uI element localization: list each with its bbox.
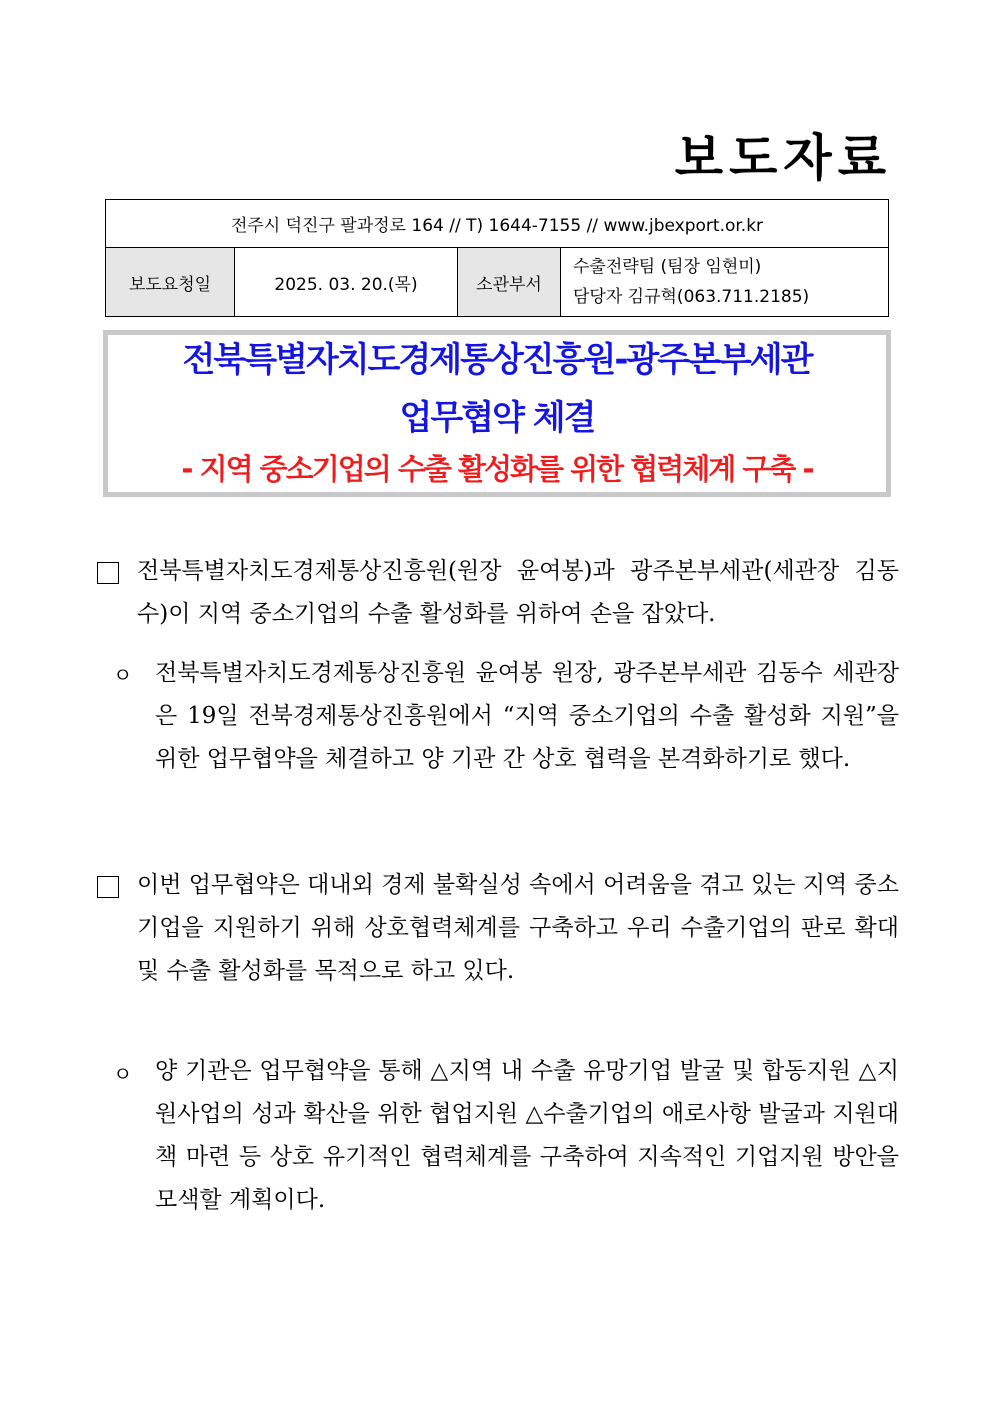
paragraph-2-detail: 양 기관은 업무협약을 통해 △지역 내 수출 유망기업 발굴 및 합동지원 △지원사업의 성과 확산을 위한 협업지원 △수출기업의 애로사항 발굴과 지원대책 마련 등 상호 유기적인 협력체계를 구축하여 지속적인 기업지원 방안을 모색할 계획이다. — [155, 1058, 899, 1213]
contact-address: 전주시 덕진구 팔과정로 164 // T) 1644-7155 // www.jbexport.or.kr — [106, 200, 889, 248]
release-date-label: 보도요청일 — [106, 248, 235, 317]
department-contact: 담당자 김규혁(063.711.2185) — [573, 287, 810, 307]
headline-subtitle: - 지역 중소기업의 수출 활성화를 위한 협력체계 구축 - — [181, 452, 813, 486]
paragraph-1-detail: 전북특별자치도경제통상진흥원 윤여봉 원장, 광주본부세관 김동수 세관장은 19일 전북경제통상진흥원에서 “지역 중소기업의 수출 활성화 지원”을 위한 업무협약을 체결하고 양 기관 간 상호 협력을 본격화하기로 했다. — [155, 660, 899, 772]
paragraph-2: 이번 업무협약은 대내외 경제 불확실성 속에서 어려움을 겪고 있는 지역 중소기업을 지원하기 위해 상호협력체계를 구축하고 우리 수출기업의 판로 확대 및 수출 활성화를 목적으로 하고 있다. — [137, 872, 899, 984]
circle-bullet-icon: ㅇ — [113, 663, 133, 687]
release-date-value: 2025. 03. 20.(목) — [235, 248, 458, 317]
headline-title-line1: 전북특별자치도경제통상진흥원-광주본부세관 — [182, 340, 812, 380]
paragraph-1: 전북특별자치도경제통상진흥원(원장 윤여봉)과 광주본부세관(세관장 김동수)이 지역 중소기업의 수출 활성화를 위하여 손을 잡았다. — [137, 558, 899, 627]
square-bullet-icon — [97, 876, 119, 898]
document-title: 보도자료 — [674, 129, 892, 187]
department-info — [561, 248, 889, 317]
square-bullet-icon — [97, 562, 119, 584]
department-team: 수출전략팀 (팀장 임현미) — [573, 257, 762, 277]
department-label: 소관부서 — [458, 248, 561, 317]
circle-bullet-icon: ㅇ — [113, 1062, 133, 1086]
headline-box — [103, 330, 891, 497]
press-info-table — [105, 199, 889, 317]
headline-title-line2: 업무협약 체결 — [399, 398, 595, 438]
